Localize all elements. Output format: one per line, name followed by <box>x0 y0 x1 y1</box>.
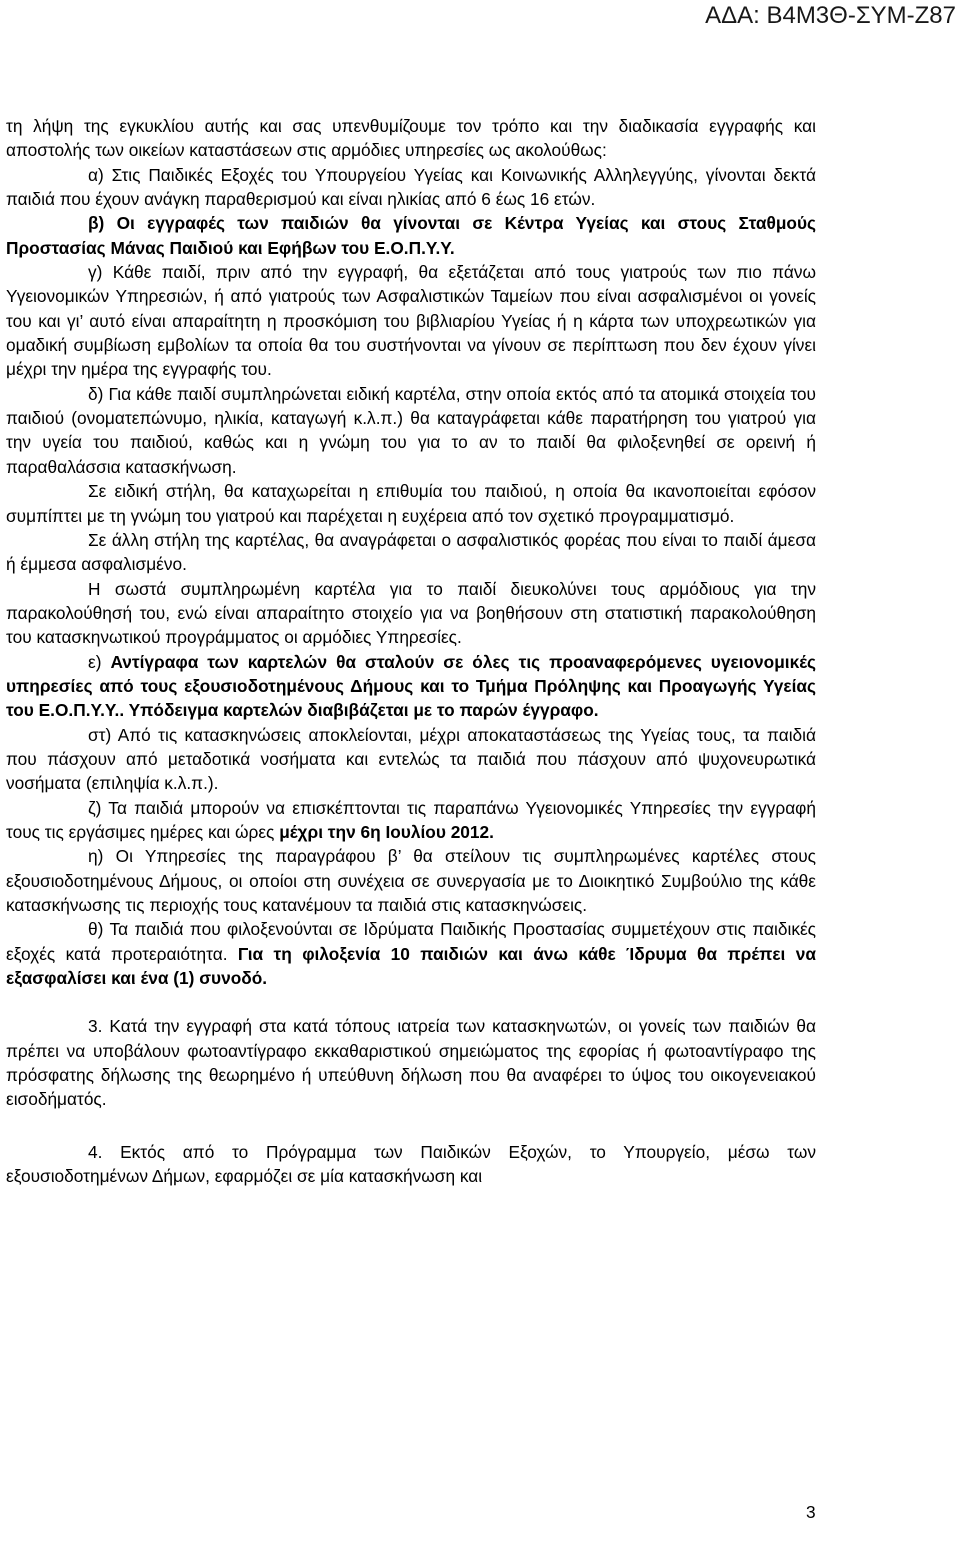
paragraph-gamma: γ) Κάθε παιδί, πριν από την εγγραφή, θα εξετάζεται από τους γιατρούς των πιο πάνω Υγειονομικών Υπηρεσιών, ή από γιατρούς των Ασφαλιστικών Ταμείων που είναι ασφαλισμένοι οι γονείς του και γι’ αυτό είναι απαραίτητη η προσκόμιση του βιβλιαρίου Υγείας ή η κάρτα των υποχρεωτικών για ομαδική συμβίωση εμβολίων τα οποία θα του συστήνονται να γίνουν σε περίπτωση που δεν έχουν γίνει μέχρι την ημέρα της εγγραφής του. <box>6 262 816 380</box>
paragraph-other-column: Σε άλλη στήλη της καρτέλας, θα αναγράφεται ο ασφαλιστικός φορέας που είναι το παιδί άμεσα ή έμμεσα ασφαλισμένο. <box>6 529 816 575</box>
paragraph-epsilon <box>6 650 816 723</box>
paragraph-eta: η) Οι Υπηρεσίες της παραγράφου β’ θα στείλουν τις συμπληρωμένες καρτέλες στους εξουσιοδοτημένους Δήμους, οι οποίοι στη συνέχεια σε συνεργασία με το Διοικητικό Συμβούλιο της κάθε κατασκήνωσης τις περιοχής τους κατανέμουν τα παιδιά στις κατασκηνώσεις. <box>6 846 816 915</box>
page-number: 3 <box>806 1502 816 1522</box>
theta-text: θ) Τα παιδιά που φιλοξενούνται σε Ιδρύματα Παιδικής Προστασίας συμμετέχουν στις παιδικές εξοχές κατά προτεραιότητα. <box>6 919 816 964</box>
zeta-bold-deadline: μέχρι την 6η Ιουλίου 2012. <box>279 821 494 842</box>
paragraph-intro: τη λήψη της εγκυκλίου αυτής και σας υπενθυμίζουμε τον τρόπο και την διαδικασία εγγραφής και αποστολής των οικείων καταστάσεων στις αρμόδιες υπηρεσίες ως ακολούθως: <box>6 116 816 161</box>
paragraph-correct-card: Η σωστά συμπληρωμένη καρτέλα για το παιδί διευκολύνει τους αρμόδιους για την παρακολούθησή του, ενώ είναι απαραίτητο στοιχείο για να βοηθήσουν στη στατιστική παρακολούθηση του κατασκηνωτικού προγράμματος οι αρμόδιες Υπηρεσίες. <box>6 578 816 648</box>
paragraph-beta: β) Οι εγγραφές των παιδιών θα γίνονται σε Κέντρα Υγείας και στους Σταθμούς Προστασίας Μάνας Παιδιού και Εφήβων του Ε.Ο.Π.Υ.Υ. <box>6 213 816 258</box>
document-body <box>6 114 816 1188</box>
paragraph-four: 4. Εκτός από το Πρόγραμμα των Παιδικών Εξοχών, το Υπουργείο, μέσω των εξουσιοδοτημένων Δήμων, εφαρμόζει σε μία κατασκήνωση και <box>6 1141 816 1187</box>
epsilon-bold-text: Αντίγραφα των καρτελών θα σταλούν σε όλες τις προαναφερόμενες υγειονομικές υπηρεσίες από τους εξουσιοδοτημένους Δήμους και το Τμήμα Πρόληψης και Προαγωγής Υγείας του Ε.Ο.Π.Υ.Υ.. Υπόδειγμα καρτελών διαβιβάζεται με το παρών έγγραφο. <box>6 651 816 721</box>
zeta-text: ζ) Τα παιδιά μπορούν να επισκέπτονται τις παραπάνω Υγειονομικές Υπηρεσίες την εγγραφή τους τις εργάσιμες ημέρες και ώρες <box>6 797 816 842</box>
document-ada-code: ΑΔΑ: Β4Μ3Θ-ΣΥΜ-Ζ87 <box>705 2 956 29</box>
paragraph-theta <box>6 917 816 990</box>
epsilon-prefix: ε) <box>88 651 111 672</box>
paragraph-delta: δ) Για κάθε παιδί συμπληρώνεται ειδική καρτέλα, στην οποία εκτός από τα ατομικά στοιχεία του παιδιού (ονοματεπώνυμο, ηλικία, καταγωγή κ.λ.π.) θα καταγράφεται κάθε παρατήρηση του γιατρού για την υγεία του παιδιού, καθώς και η γνώμη του για το αν το παιδί θα φιλοξενηθεί σε ορεινή ή παραθαλάσσια κατασκήνωση. <box>6 383 816 477</box>
paragraph-zeta <box>6 796 816 845</box>
theta-bold-text: Για τη φιλοξενία 10 παιδιών και άνω κάθε Ίδρυμα θα πρέπει να εξασφαλίσει και ένα (1) συνοδό. <box>6 943 816 989</box>
paragraph-alpha: α) Στις Παιδικές Εξοχές του Υπουργείου Υγείας και Κοινωνικής Αλληλεγγύης, γίνονται δεκτά παιδιά που έχουν ανάγκη παραθερισμού και είναι ηλικίας από 6 έως 16 ετών. <box>6 164 816 210</box>
paragraph-special-column: Σε ειδική στήλη, θα καταχωρείται η επιθυμία του παιδιού, η οποία θα ικανοποιείται εφόσον συμπίπτει με τη γνώμη του γιατρού και παρέχεται η ευχέρεια από τον σχετικό προγραμματισμό. <box>6 481 816 526</box>
paragraph-st: στ) Από τις κατασκηνώσεις αποκλείονται, μέχρι αποκαταστάσεως της Υγείας τους, τα παιδιά που πάσχουν από μεταδοτικά νοσήματα και εντελώς τα παιδιά που πάσχουν από ψυχονευρωτικά νοσήματα (επιληψία κ.λ.π.). <box>6 724 816 794</box>
paragraph-three: 3. Κατά την εγγραφή στα κατά τόπους ιατρεία των κατασκηνωτών, οι γονείς των παιδιών θα πρέπει να υποβάλουν φωτοαντίγραφο εκκαθαριστικού σημειώματος της εφορίας ή φωτοαντίγραφο της πρόσφατης δήλωσης της θεωρημένο ή υπεύθυνη δήλωση που θα αναφέρει το ύψος του οικογενειακού εισοδήματός. <box>6 1016 816 1110</box>
